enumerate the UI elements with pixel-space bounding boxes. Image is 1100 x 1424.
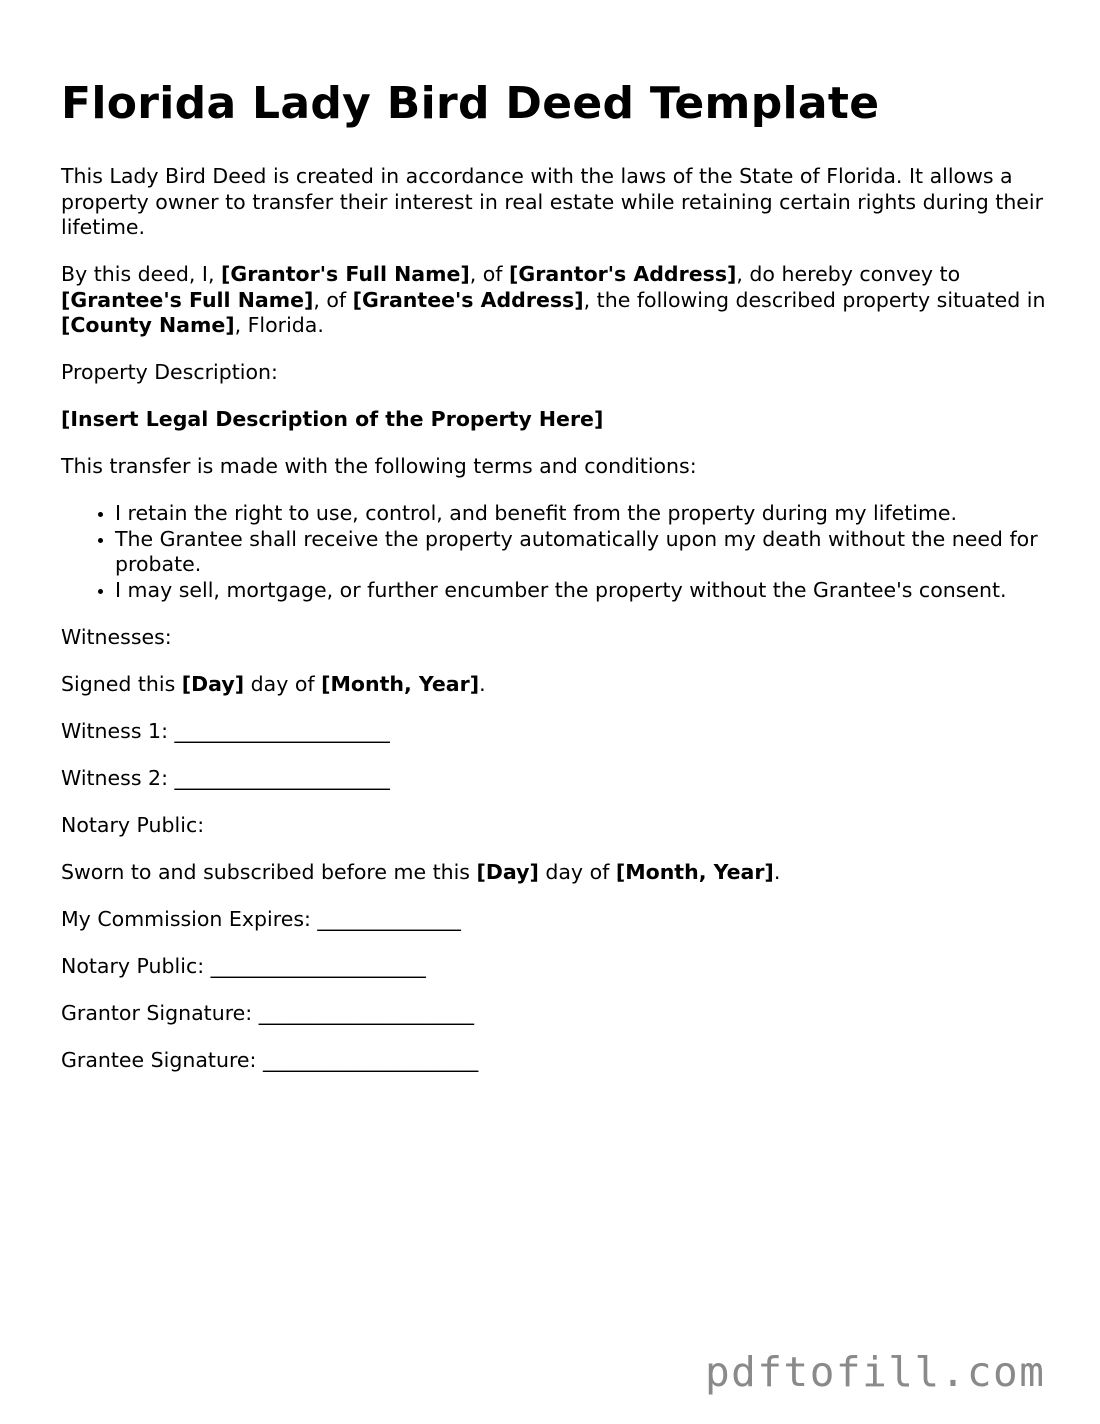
sworn-text-1: Sworn to and subscribed before me this bbox=[61, 859, 477, 884]
signed-text-3: . bbox=[479, 671, 486, 696]
convey-text-4: , of bbox=[313, 287, 353, 312]
grantee-name-field: [Grantee's Full Name] bbox=[61, 287, 314, 312]
sworn-day-field: [Day] bbox=[476, 859, 539, 884]
sworn-text-2: day of bbox=[538, 859, 616, 884]
notary-label: Notary Public: bbox=[61, 812, 205, 837]
sworn-text-3: . bbox=[773, 859, 781, 884]
list-item: • I retain the right to use, control, and benefit from the property during my lifetime. bbox=[115, 501, 1051, 527]
signed-day-field: [Day] bbox=[181, 671, 245, 696]
convey-text-2: , of bbox=[469, 262, 510, 286]
witnesses-label: Witnesses: bbox=[61, 624, 172, 649]
list-item: • I may sell, mortgage, or further encumber the property without the Grantee's consent. bbox=[115, 578, 1051, 604]
grantor-signature-line[interactable]: Grantor Signature: _____________________ bbox=[61, 1000, 474, 1025]
convey-text-1: By this deed, I, bbox=[61, 262, 221, 286]
legal-description-field bbox=[61, 407, 1051, 433]
signed-text-2: day of bbox=[244, 671, 322, 696]
document-page bbox=[61, 78, 1051, 1095]
terms-intro: This transfer is made with the following terms and conditions: bbox=[61, 454, 697, 478]
witness-2-line[interactable]: Witness 2: _____________________ bbox=[61, 765, 390, 790]
grantor-address-field: [Grantor's Address] bbox=[509, 262, 737, 286]
signed-text-1: Signed this bbox=[61, 671, 182, 696]
signed-month-year-field: [Month, Year] bbox=[321, 671, 480, 696]
grantee-address-field: [Grantee's Address] bbox=[352, 287, 584, 312]
convey-text-5: , the following described property situated in bbox=[583, 287, 1046, 312]
signed-date-line bbox=[61, 672, 1051, 698]
legal-description-text: [Insert Legal Description of the Property Here] bbox=[61, 407, 604, 431]
intro-paragraph: This Lady Bird Deed is created in accordance with the laws of the State of Florida. It allows a property owner to transfer their interest in real estate while retaining certain rights during their lifetime. bbox=[61, 164, 1044, 239]
watermark: pdftofill.com bbox=[705, 1348, 1046, 1396]
sworn-date-line bbox=[61, 860, 1051, 886]
notary-signature-line[interactable]: Notary Public: _____________________ bbox=[61, 953, 426, 978]
page-title: Florida Lady Bird Deed Template bbox=[61, 78, 880, 129]
commission-expires-line[interactable]: My Commission Expires: ______________ bbox=[61, 906, 461, 931]
grantor-name-field: [Grantor's Full Name] bbox=[221, 262, 470, 286]
list-item: • The Grantee shall receive the property automatically upon my death without the need for probate. bbox=[115, 527, 1051, 578]
convey-text-3: , do hereby convey to bbox=[736, 262, 961, 286]
convey-text-6: , Florida. bbox=[234, 313, 324, 337]
terms-list bbox=[61, 501, 1051, 603]
conveyance-paragraph bbox=[61, 262, 1051, 339]
county-field: [County Name] bbox=[61, 313, 235, 337]
grantee-signature-line[interactable]: Grantee Signature: _____________________ bbox=[61, 1047, 479, 1072]
property-description-label: Property Description: bbox=[61, 360, 278, 384]
sworn-month-year-field: [Month, Year] bbox=[615, 859, 774, 884]
witness-1-line[interactable]: Witness 1: _____________________ bbox=[61, 718, 390, 743]
